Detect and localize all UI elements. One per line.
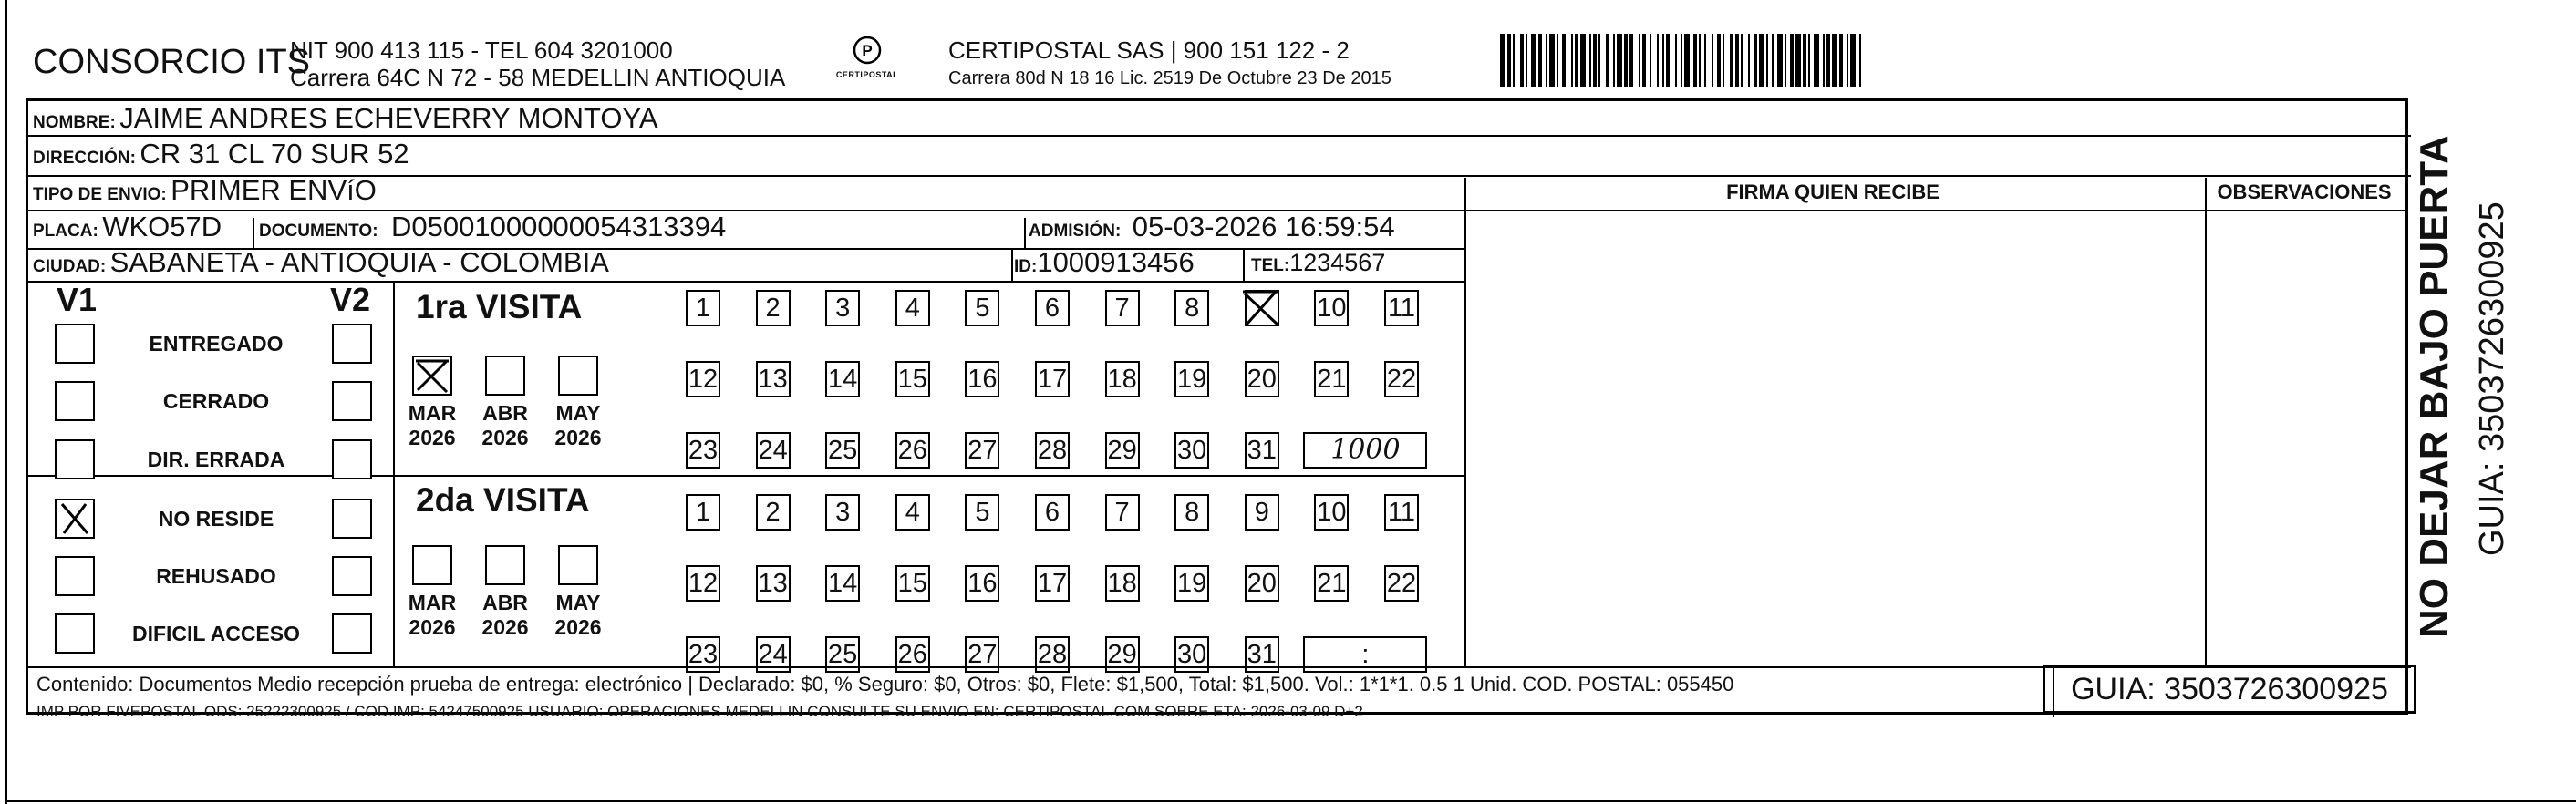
day-box[interactable]: 10 (1314, 290, 1349, 326)
day-box[interactable]: 4 (895, 494, 930, 531)
nombre-value: JAIME ANDRES ECHEVERRY MONTOYA (119, 102, 658, 134)
day-box[interactable]: 14 (825, 361, 860, 397)
month-year: 2026 (554, 615, 602, 639)
day-box[interactable]: 20 (1245, 565, 1279, 602)
firma-header: FIRMA QUIEN RECIBE (1726, 180, 1940, 203)
x-mark-icon (1239, 288, 1283, 328)
month-checkbox[interactable] (412, 356, 452, 396)
day-box[interactable]: 4 (895, 290, 930, 326)
month-year: 2026 (409, 426, 456, 449)
tipo-value: PRIMER ENVíO (171, 174, 377, 206)
time-box[interactable]: : (1303, 636, 1427, 673)
x-mark-icon (57, 500, 93, 537)
day-box[interactable]: 2 (756, 290, 791, 326)
v1-checkbox[interactable] (55, 381, 95, 421)
month-label (551, 591, 605, 640)
day-box[interactable]: 27 (965, 432, 999, 469)
second-visit-title: 2da VISITA (416, 481, 590, 519)
day-box[interactable]: 26 (895, 636, 930, 673)
month-checkbox[interactable] (485, 356, 525, 396)
field-ciudad (33, 246, 609, 279)
day-box[interactable]: 23 (686, 636, 720, 673)
id-value: 1000913456 (1037, 246, 1195, 278)
day-box[interactable]: 30 (1174, 636, 1209, 673)
logo-text: CERTIPOSTAL (835, 70, 899, 79)
day-box[interactable]: 29 (1105, 432, 1140, 469)
footer-content: Contenido: Documentos Medio recepción prueba de entrega: electrónico | Declarado: $0, % Seguro: $0, Otros: $0, Flete: $1,500, Total: $1,500. Vol.: 1*1*1. 0.5 1 Unid. COD. POSTAL: 055450 (36, 673, 1734, 696)
day-box[interactable]: 13 (756, 565, 791, 602)
month-name: ABR (482, 591, 528, 614)
day-box[interactable]: 8 (1174, 494, 1209, 531)
month-name: MAY (555, 591, 601, 614)
day-box[interactable]: 3 (825, 494, 860, 531)
footer-imp: IMP POR FIVEPOSTAL ODS: 25222300925 / COD.IMP: 54247500925 USUARIO: OPERACIONES MEDELLIN CONSULTE SU ENVIO EN: CERTIPOSTAL.COM SOBRE ETA: 2026-03-09 D+2 (36, 703, 1363, 720)
logo-icon (849, 35, 885, 66)
month-year: 2026 (554, 426, 602, 449)
day-box[interactable]: 26 (895, 432, 930, 469)
v1-checkbox[interactable] (55, 439, 95, 479)
status-option-label: CERRADO (162, 389, 270, 413)
tel-value: 1234567 (1289, 249, 1386, 276)
month-label (478, 591, 533, 640)
v2-checkbox[interactable] (332, 556, 372, 596)
month-label (405, 591, 460, 640)
barcode-bar (1861, 34, 1865, 87)
first-visit-title: 1ra VISITA (416, 288, 583, 325)
page-edge-bottom (5, 800, 2576, 802)
documento-label: DOCUMENTO: (259, 222, 378, 241)
v1-checkbox[interactable] (55, 499, 95, 539)
v1-checkbox[interactable] (55, 324, 95, 364)
v1-header: V1 (57, 281, 98, 318)
svg-text:P: P (862, 42, 873, 59)
day-box[interactable]: 20 (1245, 361, 1279, 397)
field-direccion (33, 138, 409, 170)
day-box[interactable]: 18 (1105, 361, 1140, 397)
day-box[interactable]: 6 (1035, 290, 1070, 326)
month-year: 2026 (409, 615, 456, 639)
v1-checkbox[interactable] (55, 556, 95, 596)
day-box[interactable]: 17 (1035, 361, 1070, 397)
barcode (1500, 34, 2225, 87)
month-label (478, 401, 533, 450)
day-box[interactable]: 14 (825, 565, 860, 602)
day-box[interactable]: 12 (686, 361, 720, 397)
day-box[interactable]: 25 (825, 432, 860, 469)
guia-number: GUIA: 3503726300925 (2071, 671, 2388, 706)
day-box[interactable]: 31 (1245, 432, 1279, 469)
day-box[interactable]: 24 (756, 636, 791, 673)
day-box[interactable]: 17 (1035, 565, 1070, 602)
month-checkbox[interactable] (558, 356, 598, 396)
month-name: MAY (555, 401, 601, 425)
day-box[interactable]: 3 (825, 290, 860, 326)
day-box[interactable]: 27 (965, 636, 999, 673)
field-tipo-envio (33, 174, 377, 207)
nombre-label: NOMBRE: (33, 113, 116, 132)
v1-checkbox[interactable] (55, 613, 95, 654)
admision-value: 05-03-2026 16:59:54 (1132, 211, 1395, 242)
field-tel (1251, 249, 1385, 277)
company-address: Carrera 64C N 72 - 58 MEDELLIN ANTIOQUIA (290, 64, 786, 91)
day-box[interactable]: 28 (1035, 636, 1070, 673)
courier-license: Carrera 80d N 18 16 Lic. 2519 De Octubre 23 De 2015 (948, 68, 1391, 88)
company-nit: NIT 900 413 115 - TEL 604 3201000 (290, 36, 673, 64)
day-box[interactable]: 22 (1384, 565, 1419, 602)
month-name: ABR (482, 401, 528, 425)
month-label (551, 401, 605, 450)
day-box[interactable]: 8 (1174, 290, 1209, 326)
day-box[interactable]: 19 (1174, 361, 1209, 397)
field-placa (33, 211, 222, 243)
day-box[interactable]: 2 (756, 494, 791, 531)
day-box[interactable]: 12 (686, 565, 720, 602)
status-option-label: ENTREGADO (149, 332, 284, 356)
day-box[interactable]: 19 (1174, 565, 1209, 602)
tel-label: TEL: (1251, 256, 1290, 275)
day-box[interactable]: 9 (1245, 494, 1279, 531)
day-box[interactable]: 1 (686, 494, 720, 531)
courier-info (948, 36, 1391, 89)
day-box[interactable]: 22 (1384, 361, 1419, 397)
month-name: MAR (408, 401, 457, 425)
day-box[interactable]: 13 (756, 361, 791, 397)
placa-value: WKO57D (102, 211, 222, 242)
v2-checkbox[interactable] (332, 613, 372, 654)
status-option-label: DIFICIL ACCESO (131, 622, 300, 645)
x-mark-icon (414, 357, 450, 394)
direccion-value: CR 31 CL 70 SUR 52 (140, 138, 409, 170)
field-admision (1029, 211, 1395, 243)
day-box[interactable]: 16 (965, 565, 999, 602)
side-guia: GUIA: 3503726300925 (2473, 201, 2511, 556)
v2-checkbox[interactable] (332, 499, 372, 539)
admision-label: ADMISIÓN: (1029, 222, 1122, 241)
day-box[interactable]: 23 (686, 432, 720, 469)
day-box[interactable]: 11 (1384, 290, 1419, 326)
day-box[interactable]: 21 (1314, 361, 1349, 397)
status-option-label: REHUSADO (156, 564, 276, 588)
month-year: 2026 (481, 426, 529, 449)
month-checkbox[interactable] (412, 545, 452, 585)
month-checkbox[interactable] (558, 545, 598, 585)
page-edge-left (5, 0, 7, 804)
certipostal-logo (834, 35, 900, 79)
ciudad-value: SABANETA - ANTIOQUIA - COLOMBIA (109, 246, 609, 278)
day-box[interactable]: 16 (965, 361, 999, 397)
day-box[interactable]: 30 (1174, 432, 1209, 469)
company-name: CONSORCIO ITS (33, 43, 311, 81)
day-box[interactable]: 7 (1105, 290, 1140, 326)
ciudad-label: CIUDAD: (33, 257, 107, 276)
day-box[interactable]: 24 (756, 432, 791, 469)
observaciones-header: OBSERVACIONES (2217, 180, 2392, 203)
status-option-label: NO RESIDE (158, 507, 274, 531)
company-info (290, 36, 785, 91)
field-nombre (33, 102, 658, 135)
day-box[interactable]: 10 (1314, 494, 1349, 531)
day-box[interactable]: 28 (1035, 432, 1070, 469)
field-id (1014, 246, 1195, 279)
documento-value: D05001000000054313394 (391, 211, 727, 242)
day-box[interactable]: 25 (825, 636, 860, 673)
id-label: ID: (1014, 257, 1038, 276)
month-year: 2026 (481, 615, 529, 639)
day-box[interactable]: 29 (1105, 636, 1140, 673)
day-box[interactable]: 7 (1105, 494, 1140, 531)
day-box[interactable]: 5 (965, 290, 999, 326)
direccion-label: DIRECCIÓN: (33, 149, 136, 168)
placa-label: PLACA: (33, 222, 98, 241)
month-checkbox[interactable] (485, 545, 525, 585)
month-name: MAR (408, 591, 457, 614)
status-option-label: DIR. ERRADA (147, 448, 285, 471)
day-box[interactable]: 5 (965, 494, 999, 531)
courier-nit: CERTIPOSTAL SAS | 900 151 122 - 2 (948, 36, 1350, 64)
day-box[interactable]: 15 (895, 565, 930, 602)
v2-checkbox[interactable] (332, 324, 372, 364)
day-box[interactable]: 21 (1314, 565, 1349, 602)
day-box[interactable] (1245, 290, 1279, 326)
month-label (405, 401, 460, 450)
time-box[interactable]: 1000 (1303, 432, 1427, 469)
v2-header: V2 (330, 281, 371, 318)
tipo-label: TIPO DE ENVIO: (33, 185, 167, 204)
day-box[interactable]: 1 (686, 290, 720, 326)
day-box[interactable]: 18 (1105, 565, 1140, 602)
guia-box (2043, 665, 2416, 714)
day-box[interactable]: 31 (1245, 636, 1279, 673)
day-box[interactable]: 11 (1384, 494, 1419, 531)
no-dejar-warning: NO DEJAR BAJO PUERTA (2412, 135, 2457, 638)
v2-checkbox[interactable] (332, 381, 372, 421)
day-box[interactable]: 15 (895, 361, 930, 397)
day-box[interactable]: 6 (1035, 494, 1070, 531)
v2-checkbox[interactable] (332, 439, 372, 479)
field-documento (259, 211, 726, 243)
